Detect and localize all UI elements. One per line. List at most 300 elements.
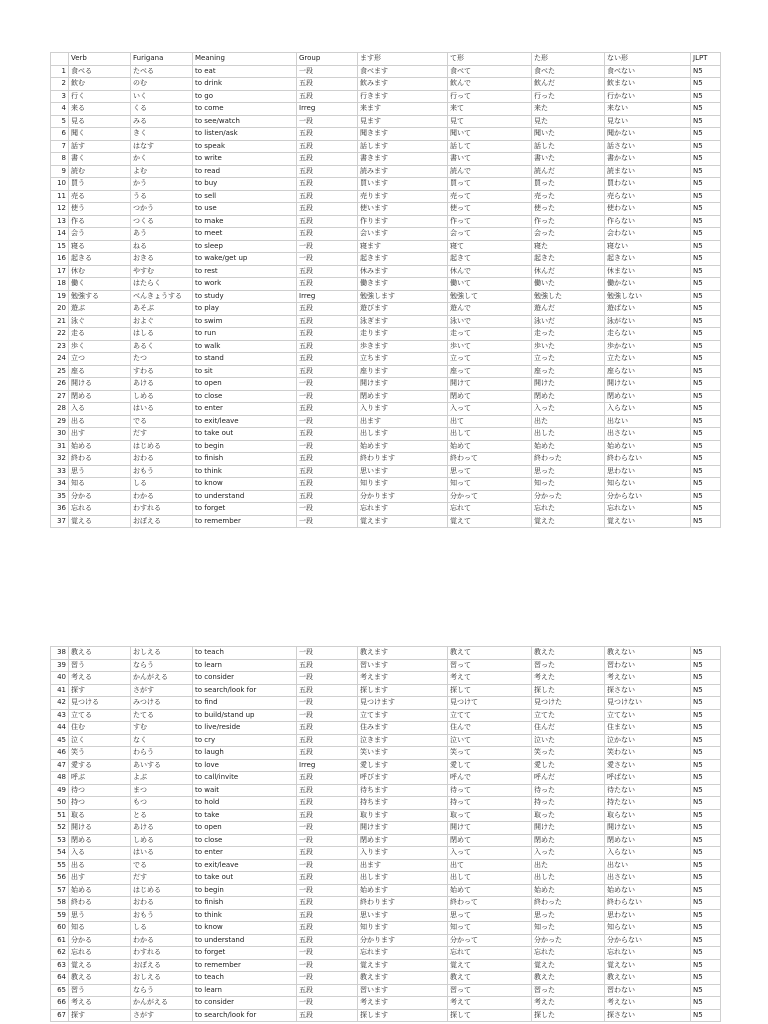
table-row: [51, 303, 721, 316]
cell-te-form: 寝て: [448, 240, 532, 253]
cell-te-form: 呼んで: [448, 772, 532, 785]
cell-jlpt: N5: [691, 265, 721, 278]
cell-furigana: おわる: [131, 453, 193, 466]
cell-masu-form: 遊びます: [358, 303, 448, 316]
cell-nai-form: 思わない: [605, 465, 691, 478]
header-cell-ta-form: た形: [532, 53, 605, 66]
cell-meaning: to teach: [193, 647, 297, 660]
cell-group: 五段: [297, 328, 358, 341]
cell-meaning: to build/stand up: [193, 709, 297, 722]
table-row: [51, 390, 721, 403]
cell-meaning: to search/look for: [193, 684, 297, 697]
cell-verb: 泳ぐ: [69, 315, 131, 328]
cell-ta-form: 愛した: [532, 759, 605, 772]
cell-masu-form: 出ます: [358, 859, 448, 872]
table-row: [51, 734, 721, 747]
cell-nai-form: 来ない: [605, 103, 691, 116]
cell-te-form: 待って: [448, 784, 532, 797]
cell-verb: 始める: [69, 440, 131, 453]
table-row: [51, 909, 721, 922]
cell-ta-form: 泳いだ: [532, 315, 605, 328]
cell-ta-form: 作った: [532, 215, 605, 228]
cell-index: 49: [51, 784, 69, 797]
cell-verb: 話す: [69, 140, 131, 153]
cell-te-form: 忘れて: [448, 947, 532, 960]
cell-nai-form: 思わない: [605, 909, 691, 922]
cell-verb: 住む: [69, 722, 131, 735]
cell-group: 一段: [297, 378, 358, 391]
table-row: [51, 178, 721, 191]
header-cell-verb: Verb: [69, 53, 131, 66]
cell-meaning: to eat: [193, 65, 297, 78]
cell-jlpt: N5: [691, 909, 721, 922]
cell-meaning: to call/invite: [193, 772, 297, 785]
cell-group: 五段: [297, 165, 358, 178]
cell-meaning: to begin: [193, 440, 297, 453]
cell-verb: 探す: [69, 1009, 131, 1022]
cell-te-form: 習って: [448, 984, 532, 997]
cell-ta-form: 起きた: [532, 253, 605, 266]
cell-te-form: 泣いて: [448, 734, 532, 747]
cell-furigana: もつ: [131, 797, 193, 810]
cell-jlpt: N5: [691, 378, 721, 391]
table-row: [51, 228, 721, 241]
cell-group: 五段: [297, 215, 358, 228]
cell-masu-form: 作ります: [358, 215, 448, 228]
table-row: [51, 847, 721, 860]
cell-masu-form: 食べます: [358, 65, 448, 78]
cell-group: 五段: [297, 897, 358, 910]
cell-jlpt: N5: [691, 997, 721, 1010]
cell-furigana: おきる: [131, 253, 193, 266]
cell-nai-form: 寝ない: [605, 240, 691, 253]
table-row: [51, 265, 721, 278]
cell-nai-form: 教えない: [605, 647, 691, 660]
cell-index: 21: [51, 315, 69, 328]
cell-index: 19: [51, 290, 69, 303]
table-row: [51, 253, 721, 266]
cell-index: 60: [51, 922, 69, 935]
cell-jlpt: N5: [691, 822, 721, 835]
cell-jlpt: N5: [691, 884, 721, 897]
cell-meaning: to close: [193, 834, 297, 847]
table-row: [51, 959, 721, 972]
cell-meaning: to consider: [193, 997, 297, 1010]
cell-verb: 読む: [69, 165, 131, 178]
cell-furigana: はじめる: [131, 884, 193, 897]
cell-jlpt: N5: [691, 709, 721, 722]
table-row: [51, 290, 721, 303]
cell-jlpt: N5: [691, 465, 721, 478]
cell-index: 37: [51, 515, 69, 528]
cell-jlpt: N5: [691, 984, 721, 997]
cell-verb: 取る: [69, 809, 131, 822]
cell-meaning: to see/watch: [193, 115, 297, 128]
cell-masu-form: 会います: [358, 228, 448, 241]
cell-masu-form: 分かります: [358, 490, 448, 503]
cell-meaning: to teach: [193, 972, 297, 985]
cell-verb: 飲む: [69, 78, 131, 91]
cell-jlpt: N5: [691, 797, 721, 810]
cell-group: 一段: [297, 253, 358, 266]
cell-ta-form: 歩いた: [532, 340, 605, 353]
cell-verb: 出る: [69, 415, 131, 428]
cell-masu-form: 勉強します: [358, 290, 448, 303]
cell-verb: 習う: [69, 659, 131, 672]
cell-masu-form: 思います: [358, 909, 448, 922]
table-row: [51, 190, 721, 203]
cell-group: 五段: [297, 490, 358, 503]
cell-ta-form: 開けた: [532, 378, 605, 391]
cell-te-form: 終わって: [448, 897, 532, 910]
cell-jlpt: N5: [691, 65, 721, 78]
cell-te-form: 持って: [448, 797, 532, 810]
cell-nai-form: 考えない: [605, 997, 691, 1010]
cell-masu-form: 思います: [358, 465, 448, 478]
cell-index: 67: [51, 1009, 69, 1022]
table-row: [51, 722, 721, 735]
cell-nai-form: 入らない: [605, 847, 691, 860]
cell-te-form: 分かって: [448, 934, 532, 947]
cell-ta-form: 見つけた: [532, 697, 605, 710]
cell-nai-form: 見ない: [605, 115, 691, 128]
cell-ta-form: 忘れた: [532, 503, 605, 516]
cell-furigana: とる: [131, 809, 193, 822]
cell-meaning: to forget: [193, 503, 297, 516]
cell-verb: 出る: [69, 859, 131, 872]
cell-meaning: to make: [193, 215, 297, 228]
cell-masu-form: 開けます: [358, 822, 448, 835]
cell-group: 五段: [297, 809, 358, 822]
table-row: [51, 809, 721, 822]
cell-ta-form: 終わった: [532, 897, 605, 910]
cell-masu-form: 知ります: [358, 478, 448, 491]
cell-te-form: 書いて: [448, 153, 532, 166]
cell-group: 五段: [297, 847, 358, 860]
cell-nai-form: 出さない: [605, 872, 691, 885]
table-row: [51, 872, 721, 885]
cell-verb: 働く: [69, 278, 131, 291]
cell-te-form: 走って: [448, 328, 532, 341]
cell-meaning: to come: [193, 103, 297, 116]
cell-furigana: はなす: [131, 140, 193, 153]
cell-ta-form: 覚えた: [532, 515, 605, 528]
cell-masu-form: 考えます: [358, 997, 448, 1010]
cell-masu-form: 行きます: [358, 90, 448, 103]
cell-furigana: ねる: [131, 240, 193, 253]
table-row: [51, 684, 721, 697]
cell-furigana: かんがえる: [131, 672, 193, 685]
cell-jlpt: N5: [691, 672, 721, 685]
cell-group: 五段: [297, 153, 358, 166]
cell-furigana: さがす: [131, 684, 193, 697]
cell-nai-form: 休まない: [605, 265, 691, 278]
cell-te-form: 習って: [448, 659, 532, 672]
cell-jlpt: N5: [691, 290, 721, 303]
cell-masu-form: 忘れます: [358, 947, 448, 960]
cell-index: 44: [51, 722, 69, 735]
cell-te-form: 分かって: [448, 490, 532, 503]
cell-nai-form: 終わらない: [605, 453, 691, 466]
table-row: [51, 365, 721, 378]
cell-ta-form: 分かった: [532, 934, 605, 947]
cell-furigana: たてる: [131, 709, 193, 722]
cell-index: 18: [51, 278, 69, 291]
cell-verb: 書く: [69, 153, 131, 166]
cell-group: 一段: [297, 390, 358, 403]
cell-ta-form: 待った: [532, 784, 605, 797]
cell-te-form: 働いて: [448, 278, 532, 291]
cell-nai-form: 見つけない: [605, 697, 691, 710]
cell-index: 53: [51, 834, 69, 847]
cell-te-form: 出て: [448, 415, 532, 428]
cell-group: 五段: [297, 747, 358, 760]
header-cell-nai-form: ない形: [605, 53, 691, 66]
cell-verb: 行く: [69, 90, 131, 103]
cell-meaning: to close: [193, 390, 297, 403]
table-row: [51, 353, 721, 366]
cell-masu-form: 立ちます: [358, 353, 448, 366]
cell-furigana: あける: [131, 378, 193, 391]
cell-furigana: みつける: [131, 697, 193, 710]
cell-verb: 考える: [69, 672, 131, 685]
verb-table-page-2: [50, 646, 720, 1022]
header-cell-meaning: Meaning: [193, 53, 297, 66]
cell-furigana: すわる: [131, 365, 193, 378]
cell-index: 13: [51, 215, 69, 228]
cell-group: 五段: [297, 365, 358, 378]
cell-masu-form: 笑います: [358, 747, 448, 760]
table-row: [51, 997, 721, 1010]
cell-group: Irreg: [297, 103, 358, 116]
table-row: [51, 709, 721, 722]
cell-meaning: to study: [193, 290, 297, 303]
cell-te-form: 会って: [448, 228, 532, 241]
cell-jlpt: N5: [691, 228, 721, 241]
table-row: [51, 128, 721, 141]
cell-ta-form: 遊んだ: [532, 303, 605, 316]
header-cell-group: Group: [297, 53, 358, 66]
cell-furigana: はいる: [131, 847, 193, 860]
cell-nai-form: 泣かない: [605, 734, 691, 747]
cell-index: 32: [51, 453, 69, 466]
table-row: [51, 140, 721, 153]
cell-ta-form: 聞いた: [532, 128, 605, 141]
cell-meaning: to sit: [193, 365, 297, 378]
cell-verb: 見つける: [69, 697, 131, 710]
cell-ta-form: 忘れた: [532, 947, 605, 960]
cell-index: 48: [51, 772, 69, 785]
cell-index: 31: [51, 440, 69, 453]
cell-nai-form: 閉めない: [605, 834, 691, 847]
cell-index: 16: [51, 253, 69, 266]
cell-masu-form: 始めます: [358, 884, 448, 897]
table-row: [51, 747, 721, 760]
cell-jlpt: N5: [691, 747, 721, 760]
cell-furigana: おぼえる: [131, 959, 193, 972]
cell-nai-form: 忘れない: [605, 503, 691, 516]
cell-meaning: to think: [193, 909, 297, 922]
cell-te-form: 教えて: [448, 647, 532, 660]
cell-nai-form: 話さない: [605, 140, 691, 153]
cell-jlpt: N5: [691, 947, 721, 960]
cell-verb: 教える: [69, 647, 131, 660]
table-row: [51, 659, 721, 672]
cell-meaning: to remember: [193, 959, 297, 972]
cell-index: 22: [51, 328, 69, 341]
cell-te-form: 考えて: [448, 672, 532, 685]
cell-meaning: to think: [193, 465, 297, 478]
cell-jlpt: N5: [691, 403, 721, 416]
table-row: [51, 672, 721, 685]
cell-nai-form: 作らない: [605, 215, 691, 228]
cell-meaning: to begin: [193, 884, 297, 897]
cell-verb: 聞く: [69, 128, 131, 141]
cell-jlpt: N5: [691, 165, 721, 178]
cell-jlpt: N5: [691, 784, 721, 797]
cell-furigana: たべる: [131, 65, 193, 78]
cell-verb: 終わる: [69, 897, 131, 910]
cell-meaning: to love: [193, 759, 297, 772]
cell-furigana: しる: [131, 922, 193, 935]
table-row: [51, 822, 721, 835]
cell-furigana: おもう: [131, 465, 193, 478]
cell-te-form: 読んで: [448, 165, 532, 178]
cell-jlpt: N5: [691, 428, 721, 441]
cell-nai-form: 探さない: [605, 684, 691, 697]
cell-jlpt: N5: [691, 847, 721, 860]
cell-ta-form: 持った: [532, 797, 605, 810]
cell-masu-form: 探します: [358, 1009, 448, 1022]
cell-meaning: to understand: [193, 934, 297, 947]
table-row: [51, 90, 721, 103]
cell-nai-form: 出ない: [605, 859, 691, 872]
cell-furigana: うる: [131, 190, 193, 203]
cell-verb: 覚える: [69, 959, 131, 972]
table-row: [51, 515, 721, 528]
cell-masu-form: 走ります: [358, 328, 448, 341]
cell-jlpt: N5: [691, 503, 721, 516]
cell-nai-form: 笑わない: [605, 747, 691, 760]
cell-furigana: おもう: [131, 909, 193, 922]
cell-ta-form: 教えた: [532, 647, 605, 660]
cell-nai-form: 考えない: [605, 672, 691, 685]
cell-masu-form: 終わります: [358, 897, 448, 910]
cell-index: 25: [51, 365, 69, 378]
cell-jlpt: N5: [691, 128, 721, 141]
cell-te-form: 思って: [448, 465, 532, 478]
cell-meaning: to speak: [193, 140, 297, 153]
cell-group: 五段: [297, 984, 358, 997]
cell-ta-form: 休んだ: [532, 265, 605, 278]
cell-te-form: 教えて: [448, 972, 532, 985]
cell-meaning: to forget: [193, 947, 297, 960]
cell-group: 五段: [297, 278, 358, 291]
cell-jlpt: N5: [691, 922, 721, 935]
cell-nai-form: 売らない: [605, 190, 691, 203]
cell-group: 五段: [297, 684, 358, 697]
cell-group: 五段: [297, 315, 358, 328]
verb-table: [50, 52, 721, 528]
cell-nai-form: 取らない: [605, 809, 691, 822]
cell-jlpt: N5: [691, 759, 721, 772]
cell-group: 五段: [297, 340, 358, 353]
cell-te-form: 休んで: [448, 265, 532, 278]
header-cell-te-form: て形: [448, 53, 532, 66]
cell-meaning: to exit/leave: [193, 859, 297, 872]
cell-te-form: 開けて: [448, 822, 532, 835]
cell-nai-form: 始めない: [605, 884, 691, 897]
cell-verb: 思う: [69, 909, 131, 922]
cell-te-form: 取って: [448, 809, 532, 822]
cell-te-form: 知って: [448, 478, 532, 491]
cell-ta-form: 閉めた: [532, 390, 605, 403]
cell-index: 62: [51, 947, 69, 960]
cell-group: 五段: [297, 428, 358, 441]
cell-verb: 忘れる: [69, 947, 131, 960]
cell-verb: 入る: [69, 847, 131, 860]
cell-ta-form: 思った: [532, 465, 605, 478]
cell-furigana: いく: [131, 90, 193, 103]
table-row: [51, 65, 721, 78]
header-cell-masu-form: ます形: [358, 53, 448, 66]
cell-te-form: 笑って: [448, 747, 532, 760]
cell-furigana: あいする: [131, 759, 193, 772]
cell-masu-form: 習います: [358, 984, 448, 997]
cell-nai-form: 聞かない: [605, 128, 691, 141]
table-row: [51, 772, 721, 785]
cell-masu-form: 話します: [358, 140, 448, 153]
table-row: [51, 215, 721, 228]
cell-furigana: かんがえる: [131, 997, 193, 1010]
cell-verb: 持つ: [69, 797, 131, 810]
cell-jlpt: N5: [691, 772, 721, 785]
cell-masu-form: 泳ぎます: [358, 315, 448, 328]
cell-jlpt: N5: [691, 959, 721, 972]
cell-index: 46: [51, 747, 69, 760]
cell-furigana: わかる: [131, 934, 193, 947]
cell-masu-form: 取ります: [358, 809, 448, 822]
cell-furigana: わかる: [131, 490, 193, 503]
cell-nai-form: 立てない: [605, 709, 691, 722]
cell-te-form: 食べて: [448, 65, 532, 78]
cell-te-form: 覚えて: [448, 515, 532, 528]
cell-group: 五段: [297, 934, 358, 947]
cell-meaning: to know: [193, 478, 297, 491]
cell-meaning: to use: [193, 203, 297, 216]
cell-masu-form: 見つけます: [358, 697, 448, 710]
cell-masu-form: 分かります: [358, 934, 448, 947]
cell-verb: 泣く: [69, 734, 131, 747]
cell-jlpt: N5: [691, 415, 721, 428]
cell-group: 五段: [297, 872, 358, 885]
cell-furigana: たつ: [131, 353, 193, 366]
cell-index: 36: [51, 503, 69, 516]
cell-ta-form: 呼んだ: [532, 772, 605, 785]
cell-jlpt: N5: [691, 440, 721, 453]
cell-masu-form: 持ちます: [358, 797, 448, 810]
cell-jlpt: N5: [691, 365, 721, 378]
cell-group: 一段: [297, 947, 358, 960]
cell-group: 五段: [297, 734, 358, 747]
cell-nai-form: 食べない: [605, 65, 691, 78]
cell-masu-form: 入ります: [358, 403, 448, 416]
cell-index: 63: [51, 959, 69, 972]
table-row: [51, 328, 721, 341]
cell-ta-form: 習った: [532, 659, 605, 672]
table-row: [51, 340, 721, 353]
cell-verb: 知る: [69, 478, 131, 491]
